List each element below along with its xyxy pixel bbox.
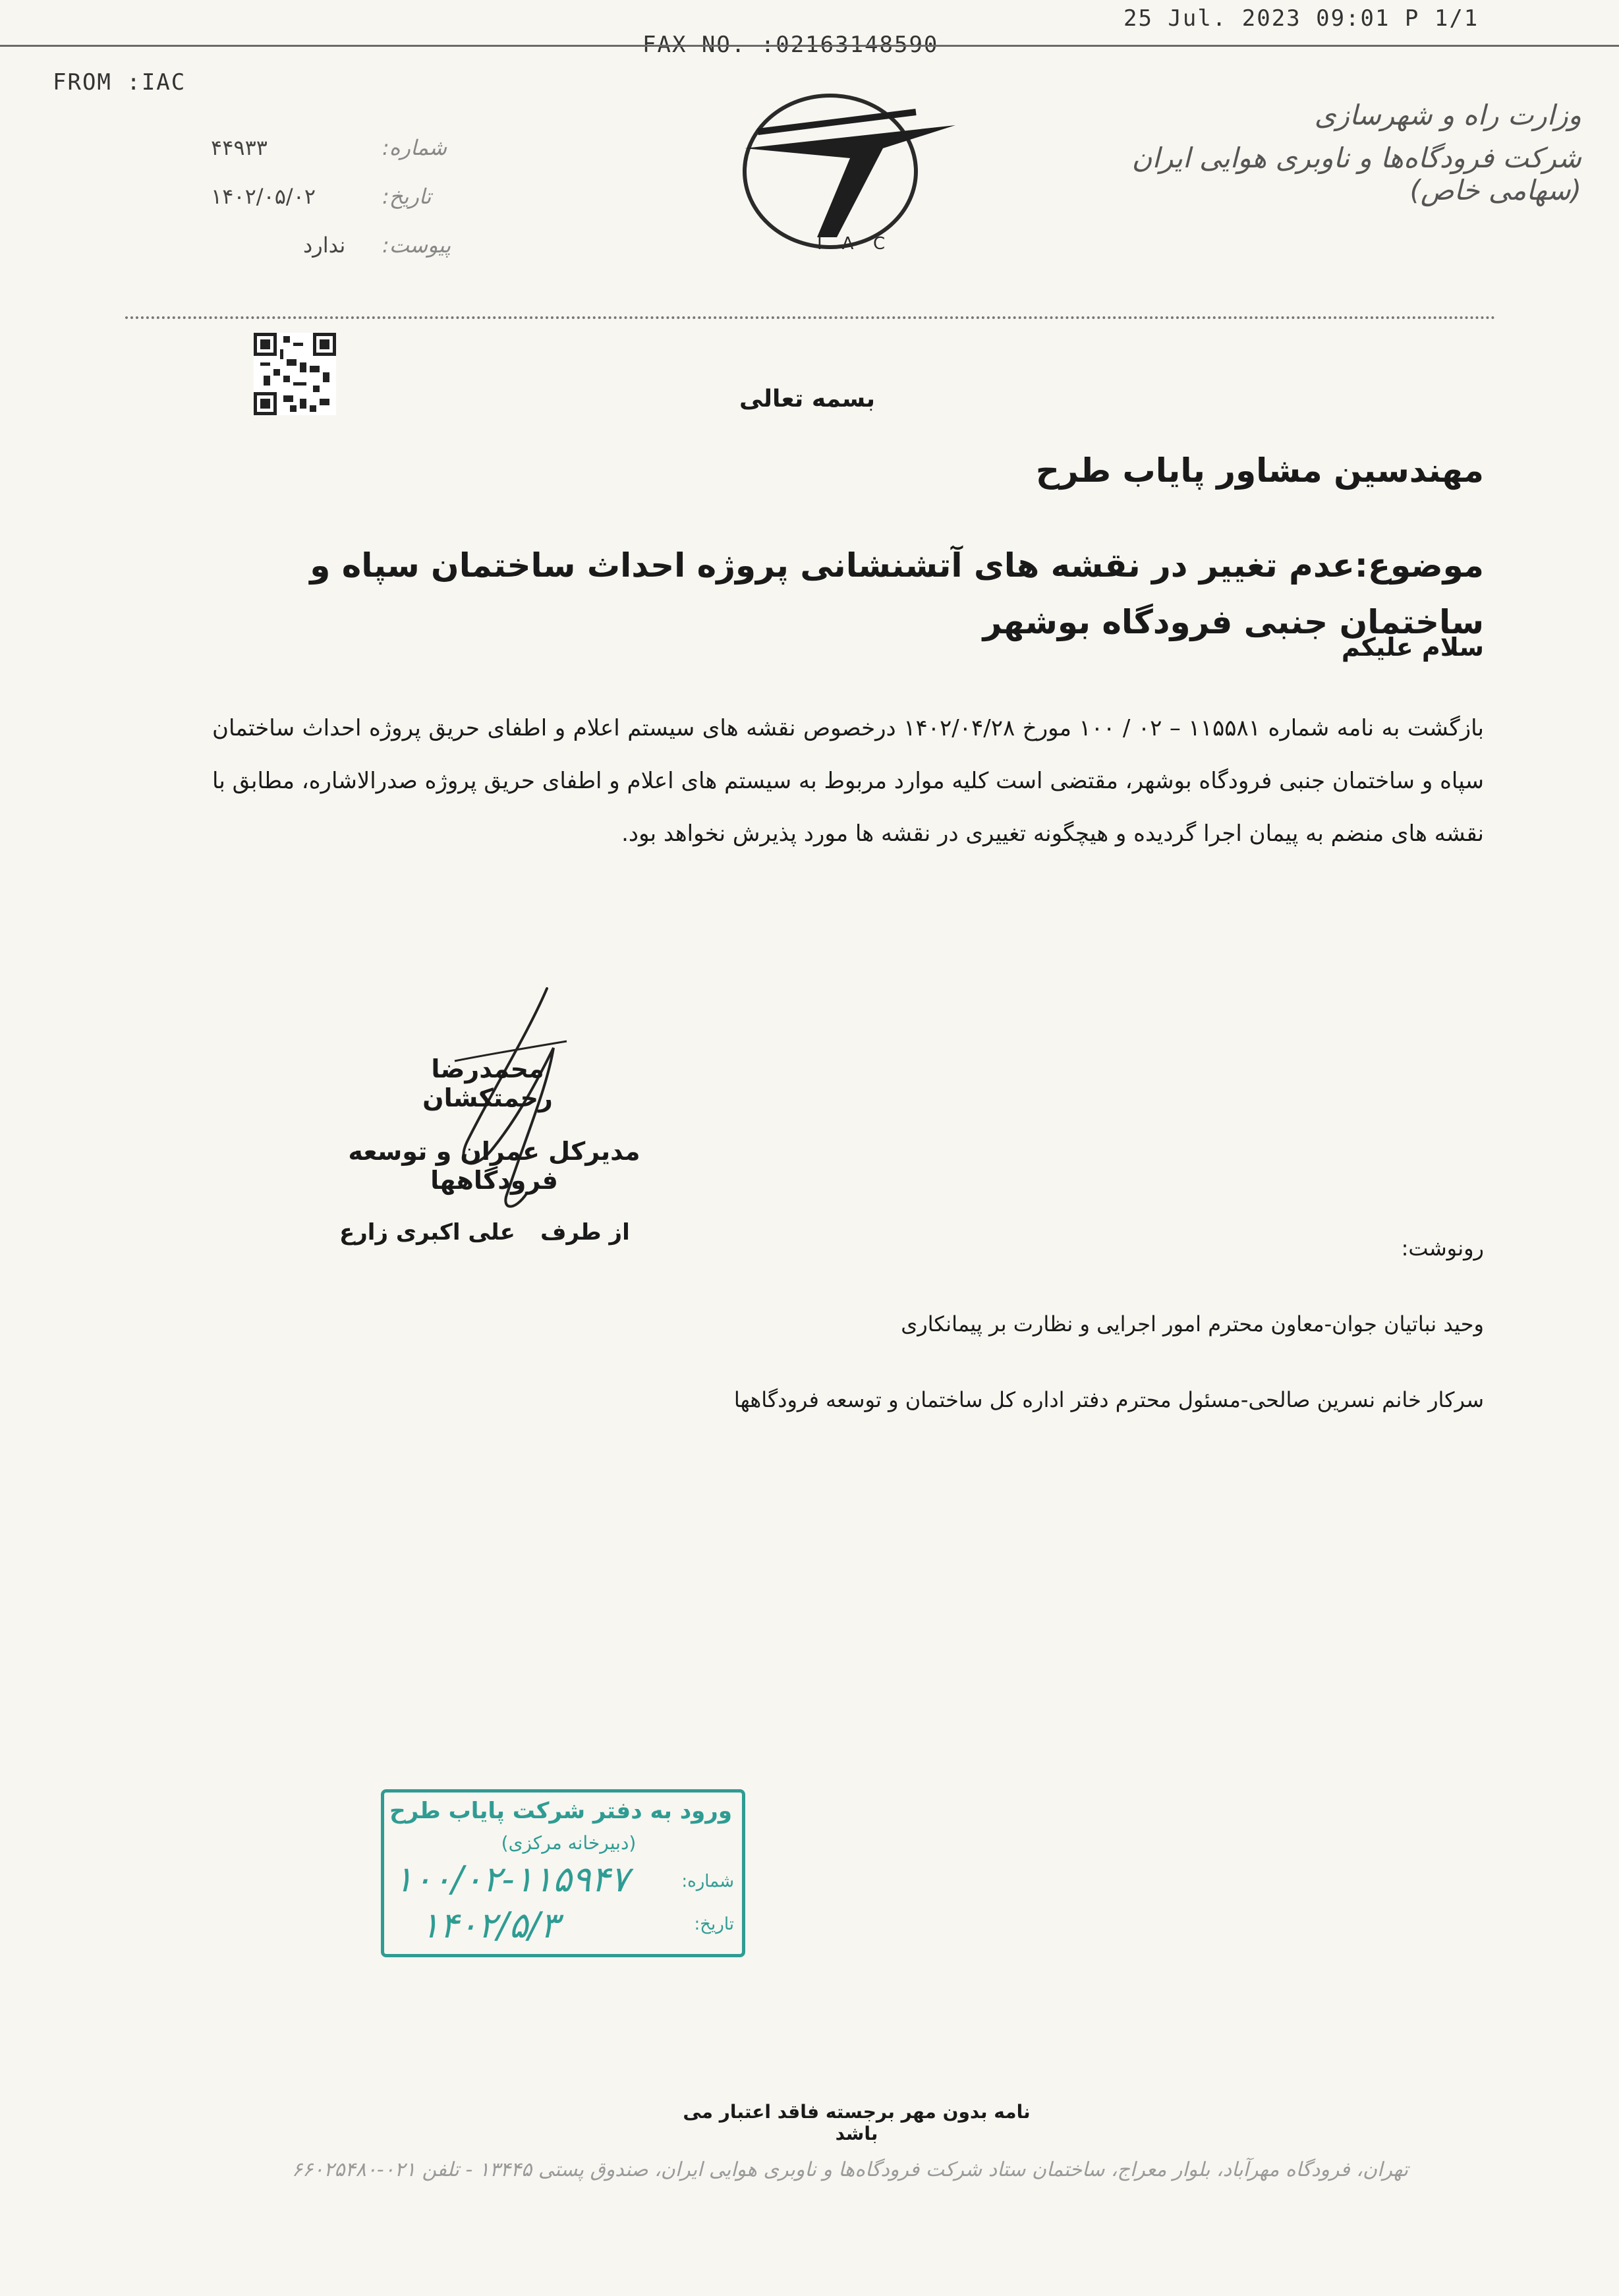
on-behalf-name: علی اکبری زارع bbox=[339, 1219, 515, 1246]
letter-attachment-row bbox=[171, 233, 451, 281]
fax-from: FROM :IAC bbox=[53, 69, 186, 96]
stamp-title: ورود به دفتر شرکت پایاب طرح bbox=[389, 1798, 732, 1824]
letter-attachment-label: پیوست: bbox=[382, 233, 451, 258]
stamp-number-label: شماره: bbox=[681, 1872, 734, 1891]
subject-line: موضوع:عدم تغییر در نقشه های آتشنشانی پروژه احداث ساختمان سپاه و ساختمان جنبی فرودگاه بوشهر bbox=[310, 546, 1484, 641]
org-name-line1: وزارت راه و شهرسازی bbox=[1314, 99, 1581, 131]
stamp-date-label: تاریخ: bbox=[694, 1914, 734, 1934]
fax-top-border bbox=[0, 45, 1619, 47]
organization-name bbox=[1054, 99, 1581, 217]
footer-note: نامه بدون مهر برجسته فاقد اعتبار می باشد bbox=[683, 2101, 1031, 2144]
cc-item: سرکار خانم نسرین صالحی-مسئول محترم دفتر اداره کل ساختمان و توسعه فرودگاهها bbox=[733, 1387, 1484, 1412]
signer-title: مدیرکل عمران و توسعه فرودگاهها bbox=[348, 1137, 640, 1195]
cc-item: وحید نباتیان جوان-معاون محترم امور اجرایی و نظارت بر پیمانکاری bbox=[901, 1311, 1484, 1336]
qr-code-icon bbox=[254, 333, 336, 415]
letter-attachment: ندارد bbox=[303, 233, 346, 258]
letter-meta bbox=[171, 135, 451, 281]
letter-date-row bbox=[171, 184, 448, 233]
on-behalf-label: از طرف bbox=[540, 1219, 630, 1246]
stamp-date: ۱۴۰۲/۵/۳ bbox=[420, 1905, 559, 1946]
received-stamp bbox=[381, 1789, 745, 1957]
letter-body: بازگشت به نامه شماره ۱۱۵۵۸۱ – ۰۲ / ۱۰۰ مورخ ۱۴۰۲/۰۴/۲۸ درخصوص نقشه های سیستم اعلام و اطفای حریق پروژه احداث ساختمان سپاه و ساختمان جنبی فرودگاه بوشهر، مقتضی است کلیه موارد مربوط به سیستم های اعلام و اطفای حریق پروژه صدرالاشاره، مطابق با نقشه های منضم به پیمان اجرا گردیده و هیچگونه تغییری در نقشه ها مورد پذیرش نخواهد بود. bbox=[212, 715, 1484, 847]
basmala: بسمه تعالی bbox=[739, 386, 875, 413]
letter-number-row bbox=[171, 135, 448, 184]
stamp-subtitle: (دبیرخانه مرکزی) bbox=[501, 1832, 637, 1854]
greeting: سلام علیکم bbox=[1341, 633, 1484, 662]
letter-number: ۴۴۹۳۳ bbox=[211, 135, 268, 160]
fax-number: FAX NO. :02163148590 bbox=[642, 32, 939, 58]
stamp-number: ۱۰۰/۰۲-۱۱۵۹۴۷ bbox=[394, 1858, 629, 1900]
org-name-line2: شرکت فرودگاه‌ها و ناوبری هوایی ایران (سهامی خاص) bbox=[1131, 142, 1581, 206]
footer-address: تهران، فرودگاه مهرآباد، بلوار معراج، ساختمان ستاد شرکت فرودگاه‌ها و ناوبری هوایی ایران، صندوق پستی ۱۳۴۴۵ - تلفن ۰۲۱-۶۶۰۲۵۴۸۰ bbox=[291, 2158, 1409, 2181]
letter-number-label: شماره: bbox=[382, 135, 447, 160]
signer-name: محمدرضا رحمتکشان bbox=[422, 1054, 553, 1112]
letter-date: ۱۴۰۲/۰۵/۰۲ bbox=[211, 184, 316, 209]
addressee: مهندسین مشاور پایاب طرح bbox=[1035, 451, 1484, 490]
organization-logo bbox=[718, 86, 969, 257]
fax-timestamp: 25 Jul. 2023 09:01 P 1/1 bbox=[1123, 5, 1479, 32]
cc-label: رونوشت: bbox=[1401, 1236, 1484, 1261]
header-divider bbox=[125, 316, 1496, 319]
logo-lettering: IAC bbox=[817, 234, 905, 254]
letter-date-label: تاریخ: bbox=[382, 184, 432, 209]
